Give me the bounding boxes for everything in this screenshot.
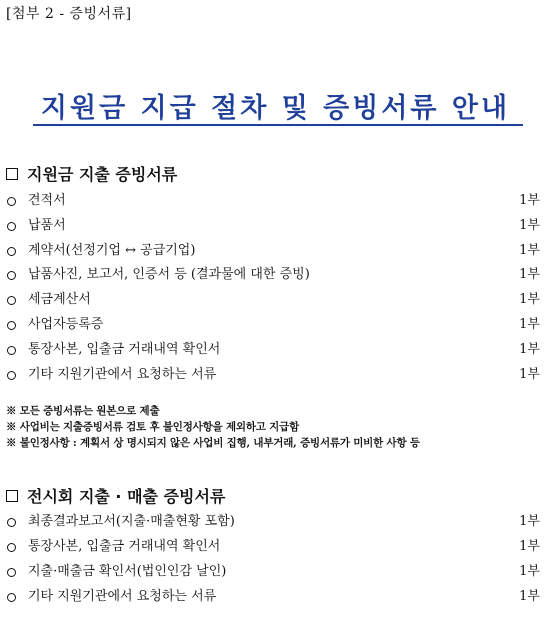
note-original-submission: ※ 모든 증빙서류는 원본으로 제출 [6, 405, 160, 417]
item-text: 지출·매출금 확인서(법인인감 날인) [28, 564, 227, 579]
note-payment-policy: ※ 사업비는 지출증빙서류 검토 후 불인정사항을 제외하고 지급함 [6, 421, 300, 433]
circle-bullet-icon [7, 371, 16, 380]
item-quantity: 1부 [519, 317, 540, 332]
circle-bullet-icon [7, 296, 16, 305]
list-item [6, 562, 540, 582]
item-text: 납품서 [28, 218, 66, 233]
item-text: 견적서 [28, 193, 66, 208]
circle-bullet-icon [7, 247, 16, 256]
circle-bullet-icon [7, 593, 16, 602]
checkbox-square-icon [6, 168, 18, 180]
circle-bullet-icon [7, 321, 16, 330]
section-heading-exhibition [6, 484, 225, 507]
page-title: 지원금 지급 절차 및 증빙서류 안내 [40, 93, 511, 124]
list-item [6, 340, 540, 360]
list-item [6, 315, 540, 335]
list-item [6, 241, 540, 261]
list-item [6, 365, 540, 385]
item-quantity: 1부 [519, 367, 540, 382]
item-quantity: 1부 [519, 589, 540, 604]
note-disallowed-items: ※ 불인정사항 : 계획서 상 명시되지 않은 사업비 집행, 내부거래, 증빙서류가 미비한 사항 등 [6, 437, 420, 449]
checkbox-square-icon [6, 490, 18, 502]
circle-bullet-icon [7, 271, 16, 280]
item-text: 세금계산서 [28, 292, 91, 307]
title-underline [33, 124, 523, 126]
list-item [6, 290, 540, 310]
circle-bullet-icon [7, 568, 16, 577]
item-text: 통장사본, 입출금 거래내역 확인서 [28, 342, 221, 357]
list-item [6, 587, 540, 607]
list-item [6, 191, 540, 211]
item-text: 납품사진, 보고서, 인증서 등 (결과물에 대한 증빙) [28, 267, 310, 282]
item-text: 사업자등록증 [28, 317, 104, 332]
item-text: 최종결과보고서(지출·매출현황 포함) [28, 514, 235, 529]
section-heading-text: 지원금 지출 증빙서류 [27, 165, 178, 184]
list-item [6, 537, 540, 557]
item-quantity: 1부 [519, 564, 540, 579]
item-quantity: 1부 [519, 243, 540, 258]
item-quantity: 1부 [519, 218, 540, 233]
item-text: 기타 지원기관에서 요청하는 서류 [28, 367, 217, 382]
circle-bullet-icon [7, 222, 16, 231]
item-text: 통장사본, 입출금 거래내역 확인서 [28, 539, 221, 554]
item-text: 기타 지원기관에서 요청하는 서류 [28, 589, 217, 604]
list-item [6, 265, 540, 285]
circle-bullet-icon [7, 518, 16, 527]
item-text: 계약서(선정기업 ↔ 공급기업) [28, 243, 196, 258]
circle-bullet-icon [7, 346, 16, 355]
item-quantity: 1부 [519, 267, 540, 282]
section-heading-text: 전시회 지출 · 매출 증빙서류 [27, 487, 226, 506]
circle-bullet-icon [7, 543, 16, 552]
item-quantity: 1부 [519, 292, 540, 307]
list-item [6, 512, 540, 532]
item-quantity: 1부 [519, 514, 540, 529]
list-item [6, 216, 540, 236]
attachment-label: [첨부 2 - 증빙서류] [6, 6, 132, 22]
item-quantity: 1부 [519, 193, 540, 208]
section-heading-expense [6, 162, 177, 185]
circle-bullet-icon [7, 197, 16, 206]
item-quantity: 1부 [519, 539, 540, 554]
item-quantity: 1부 [519, 342, 540, 357]
